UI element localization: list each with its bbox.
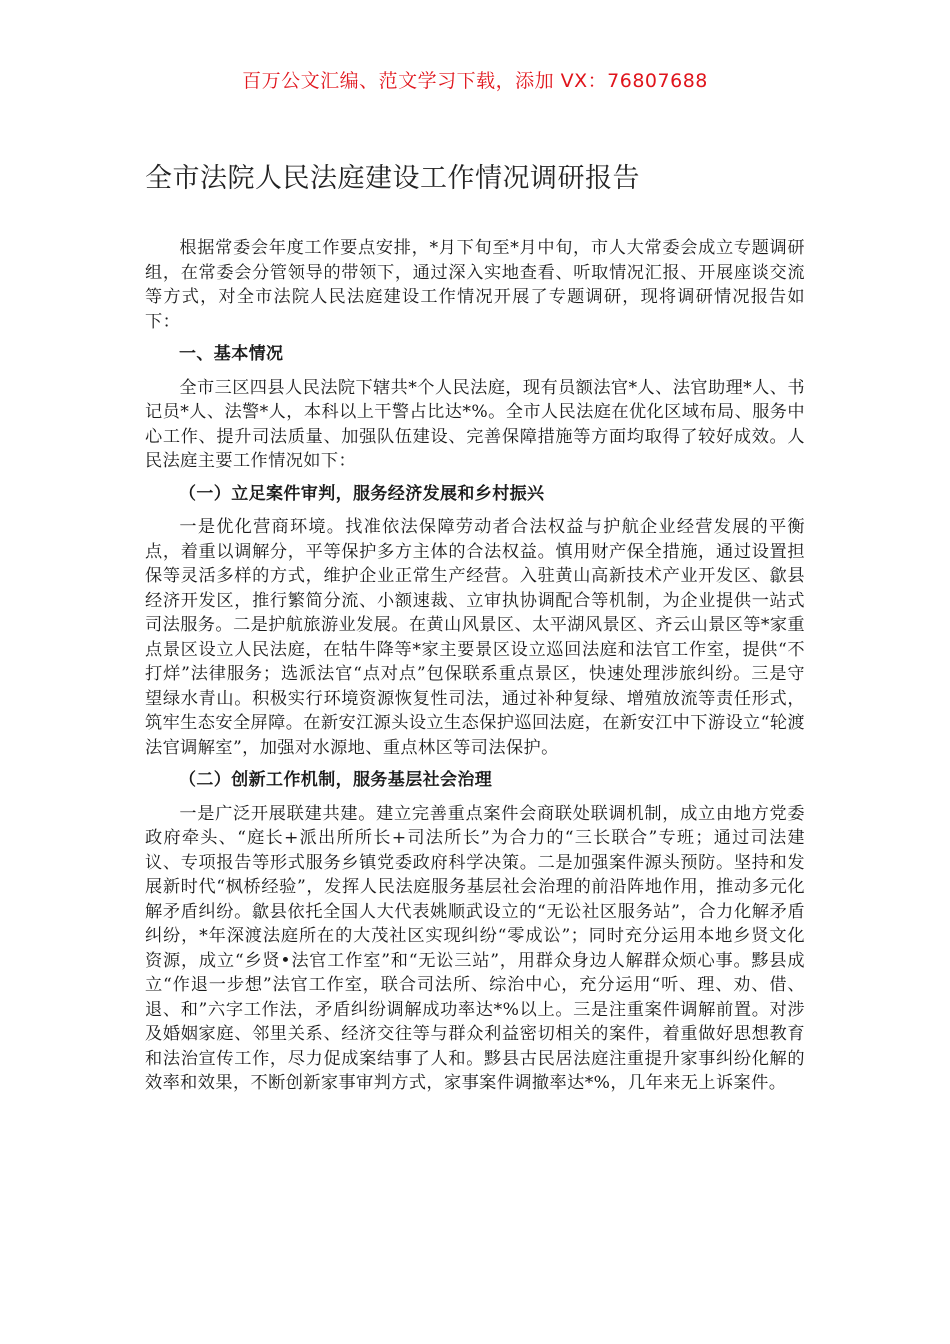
download-banner: 百万公文汇编、范文学习下载，添加 VX：76807688 bbox=[242, 70, 708, 92]
section1-paragraph: 全市三区四县人民法院下辖共*个人民法庭，现有员额法官*人、法官助理*人、书记员*人、法警*人，本科以上干警占比达*%。全市人民法庭在优化区域布局、服务中心工作、提升司法质量、加强队伍建设、完善保障措施等方面均取得了较好成效。人民法庭主要工作情况如下： bbox=[145, 377, 805, 471]
subsection1-heading: （一）立足案件审判，服务经济发展和乡村振兴 bbox=[179, 483, 545, 504]
report-title: 全市法院人民法庭建设工作情况调研报告 bbox=[145, 163, 640, 194]
section1-heading: 一、基本情况 bbox=[179, 344, 284, 364]
subsection2-heading: （二）创新工作机制，服务基层社会治理 bbox=[179, 770, 493, 790]
subsection2-paragraph: 一是广泛开展联建共建。建立完善重点案件会商联处联调机制，成立由地方党委政府牵头、“庭长+派出所所长+司法所长”为合力的“三长联合”专班；通过司法建议、专项报告等形式服务乡镇党委政府科学决策。二是加强案件源头预防。坚持和发展新时代“枫桥经验”，发挥人民法庭服务基层社会治理的前沿阵地作用，推动多元化解矛盾纠纷。歙县依托全国人大代表姚顺武设立的“无讼社区服务站”，合力化解矛盾纠纷，*年深渡法庭所在的大茂社区实现纠纷“零成讼”；同时充分运用本地乡贤文化资源，成立“乡贤•法官工作室”和“无讼三站”，用群众身边人解群众烦心事。黟县成立“作退一步想”法官工作室，联合司法所、综治中心，充分运用“听、理、劝、借、退、和”六字工作法，矛盾纠纷调解成功率达*%以上。三是注重案件调解前置。对涉及婚姻家庭、邻里关系、经济交往等与群众利益密切相关的案件，着重做好思想教育和法治宣传工作，尽力促成案结事了人和。黟县古民居法庭注重提升家事纠纷化解的效率和效果，不断创新家事审判方式，家事案件调撤率达*%，几年来无上诉案件。 bbox=[145, 803, 805, 1093]
report-body bbox=[145, 236, 805, 1096]
intro-paragraph: 根据常委会年度工作要点安排，*月下旬至*月中旬，市人大常委会成立专题调研组，在常委会分管领导的带领下，通过深入实地查看、听取情况汇报、开展座谈交流等方式，对全市法院人民法庭建设工作情况开展了专题调研，现将调研情况报告如下： bbox=[145, 238, 805, 332]
subsection1-paragraph: 一是优化营商环境。找准依法保障劳动者合法权益与护航企业经营发展的平衡点，着重以调解分，平等保护多方主体的合法权益。慎用财产保全措施，通过设置担保等灵活多样的方式，维护企业正常生产经营。入驻黄山高新技术产业开发区、歙县经济开发区，推行繁简分流、小额速裁、立审执协调配合等机制，为企业提供一站式司法服务。二是护航旅游业发展。在黄山风景区、太平湖风景区、齐云山景区等*家重点景区设立人民法庭，在牯牛降等*家主要景区设立巡回法庭和法官工作室，提供“不打烊”法律服务；选派法官“点对点”包保联系重点景区，快速处理涉旅纠纷。三是守望绿水青山。积极实行环境资源恢复性司法，通过补种复绿、增殖放流等责任形式，筑牢生态安全屏障。在新安江源头设立生态保护巡回法庭，在新安江中下游设立“轮渡法官调解室”，加强对水源地、重点林区等司法保护。 bbox=[145, 517, 806, 758]
